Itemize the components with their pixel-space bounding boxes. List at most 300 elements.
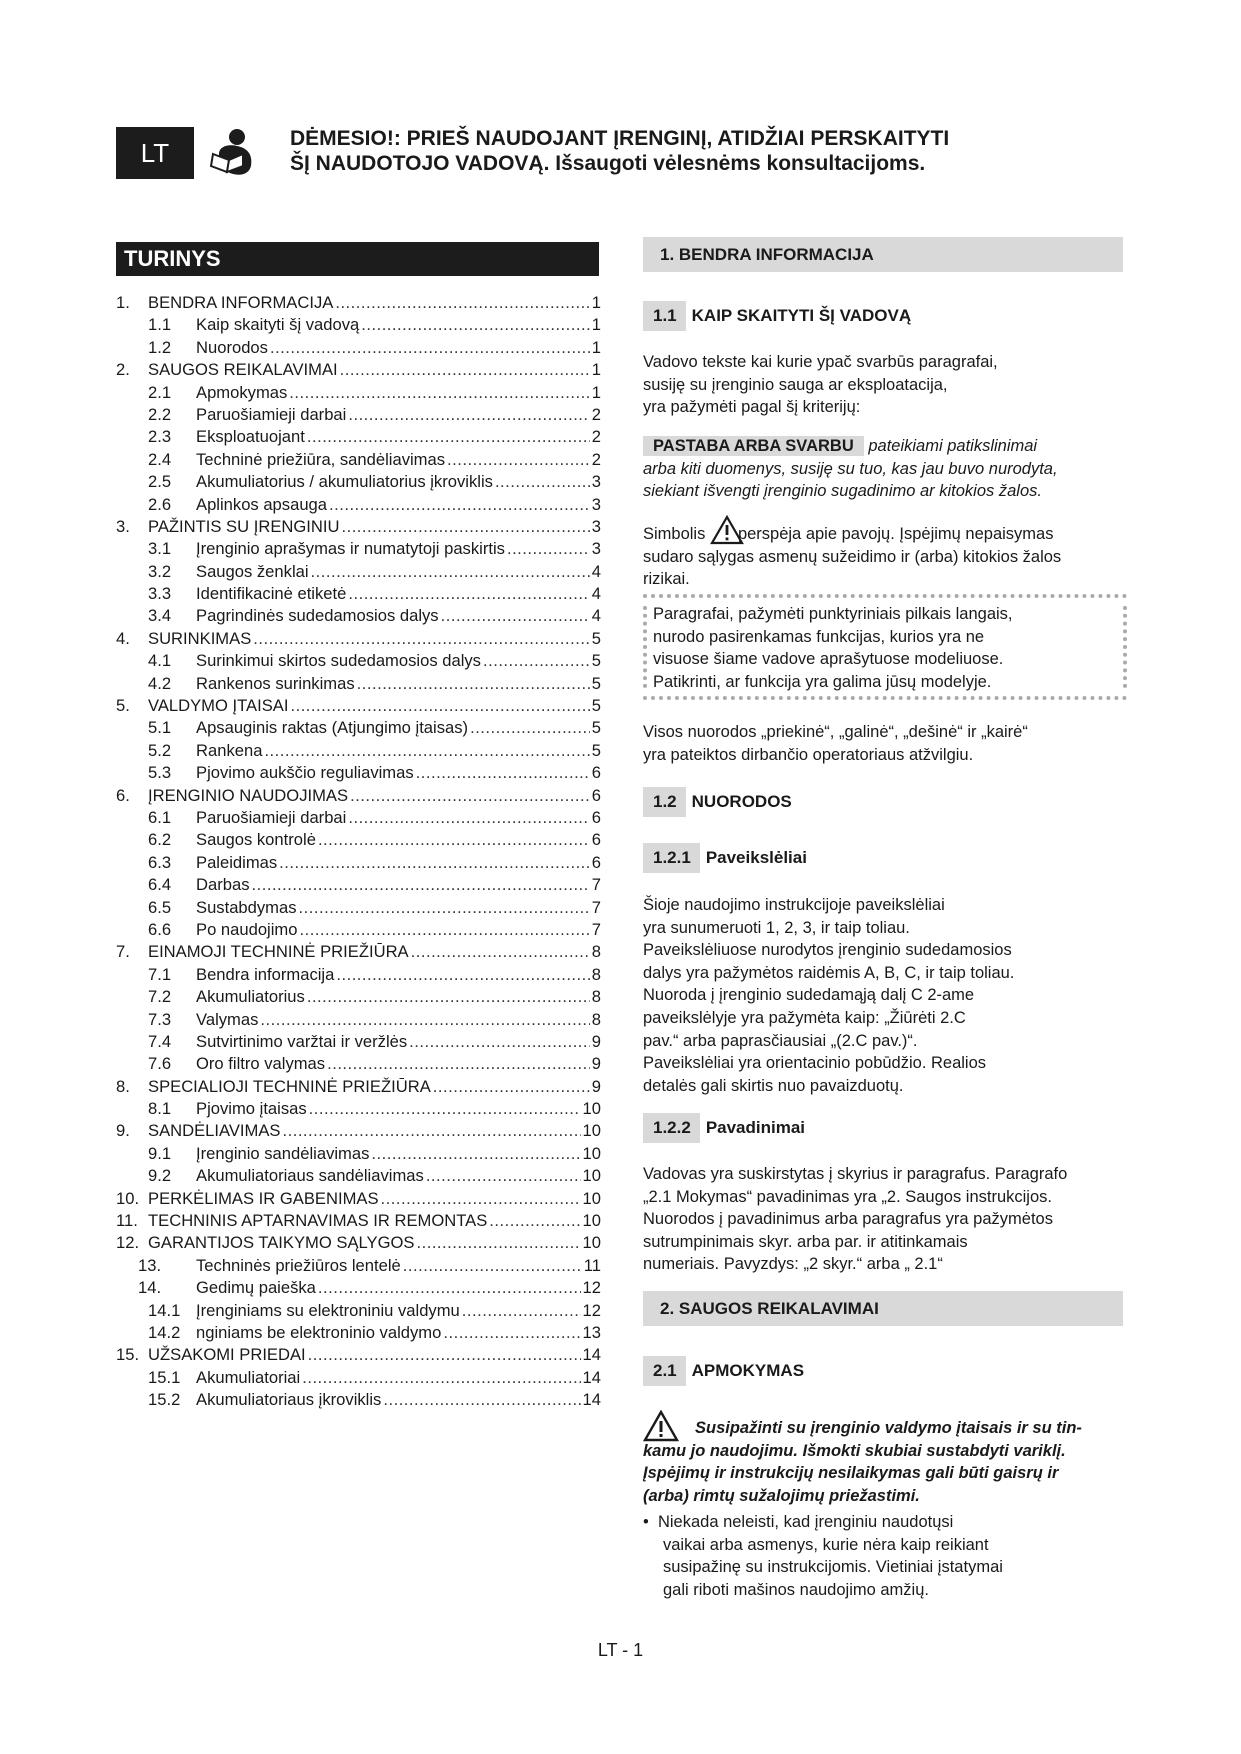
text-line: Visos nuorodos „priekinė“, „galinė“, „dešinė“ ir „kairė“ bbox=[643, 723, 1028, 741]
toc-entry bbox=[116, 1054, 601, 1076]
toc-entry-title: Paleidimas bbox=[196, 852, 278, 872]
toc-leader-dots bbox=[253, 629, 590, 649]
subsection-number: 2.1 bbox=[643, 1356, 686, 1386]
toc-entry-title: ĮRENGINIO NAUDOJIMAS bbox=[148, 785, 349, 805]
toc-entry-title: Įrenginiams su elektroniniu valdymu bbox=[196, 1300, 460, 1320]
toc-leader-dots bbox=[302, 1368, 580, 1388]
toc-entry-number: 14.1 bbox=[148, 1300, 181, 1320]
toc-leader-dots bbox=[327, 1054, 590, 1074]
toc-entry-page: 8 bbox=[591, 987, 601, 1007]
text-line: perspėja apie pavojų. Įspėjimų nepaisymas bbox=[737, 525, 1054, 543]
toc-entry bbox=[116, 674, 601, 696]
toc-entry bbox=[116, 718, 601, 740]
text-line: gali riboti mašinos naudojimo amžių. bbox=[663, 1580, 929, 1599]
toc-entry bbox=[116, 696, 601, 718]
toc-entry bbox=[116, 898, 601, 920]
toc-entry-number: 7.4 bbox=[148, 1031, 172, 1051]
toc-entry-page: 10 bbox=[582, 1143, 601, 1163]
toc-entry bbox=[116, 1099, 601, 1121]
toc-entry bbox=[116, 1032, 601, 1054]
toc-entry-page: 4 bbox=[591, 561, 601, 581]
toc-leader-dots bbox=[270, 338, 590, 358]
toc-entry-title: Akumuliatoriaus sandėliavimas bbox=[196, 1166, 424, 1186]
text-line: „2.1 Mokymas“ pavadinimas yra „2. Saugos instrukcijos. bbox=[643, 1187, 1052, 1206]
toc-leader-dots bbox=[307, 987, 590, 1007]
toc-entry-number: 10. bbox=[116, 1188, 140, 1208]
toc-entry-page: 12 bbox=[582, 1278, 601, 1298]
toc-entry bbox=[116, 606, 601, 628]
toc-entry-title: Po naudojimo bbox=[196, 919, 298, 939]
text-line: Niekada neleisti, kad įrenginiu naudotųsi bbox=[657, 1513, 954, 1531]
subsection-1-1-heading bbox=[643, 301, 911, 331]
toc-leader-dots bbox=[371, 1144, 580, 1164]
section-1-heading: 1. BENDRA INFORMACIJA bbox=[643, 237, 1123, 272]
subsection-title: NUORODOS bbox=[691, 792, 792, 811]
page-number: LT - 1 bbox=[597, 1640, 644, 1660]
subsection-title: APMOKYMAS bbox=[691, 1361, 805, 1380]
toc-leader-dots bbox=[350, 786, 590, 806]
toc-entry-number: 7.2 bbox=[148, 987, 172, 1007]
toc-entry-number: 7.3 bbox=[148, 1009, 172, 1029]
toc-leader-dots bbox=[348, 584, 589, 604]
toc-entry bbox=[116, 383, 601, 405]
subsection-number: 1.2 bbox=[643, 787, 686, 817]
toc-entry-number: 2.5 bbox=[148, 472, 172, 492]
table-of-contents bbox=[116, 293, 601, 1413]
toc-leader-dots bbox=[260, 1010, 589, 1030]
subsection-title: Paveikslėliai bbox=[705, 848, 807, 867]
toc-entry bbox=[116, 1256, 601, 1278]
top-warning bbox=[290, 126, 1050, 176]
section-2-heading: 2. SAUGOS REIKALAVIMAI bbox=[643, 1291, 1123, 1326]
toc-entry bbox=[116, 539, 601, 561]
toc-entry-page: 14 bbox=[582, 1390, 601, 1410]
toc-entry bbox=[116, 920, 601, 942]
language-badge: LT bbox=[116, 127, 194, 179]
toc-leader-dots bbox=[336, 965, 589, 985]
toc-leader-dots bbox=[416, 1233, 580, 1253]
toc-entry-title: Įrenginio aprašymas ir numatytoji paskirtis bbox=[196, 539, 505, 559]
toc-entry-title: SURINKIMAS bbox=[148, 628, 252, 648]
toc-leader-dots bbox=[335, 293, 589, 313]
toc-entry-page: 7 bbox=[591, 919, 601, 939]
toc-entry-number: 7.6 bbox=[148, 1054, 172, 1074]
toc-entry-page: 6 bbox=[591, 852, 601, 872]
subsection-1-2-2-heading bbox=[643, 1113, 805, 1143]
toc-entry-page: 2 bbox=[591, 404, 601, 424]
toc-entry-title: SPECIALIOJI TECHNINĖ PRIEŽIŪRA bbox=[148, 1076, 431, 1096]
toc-entry-page: 5 bbox=[591, 673, 601, 693]
toc-entry-number: 15.1 bbox=[148, 1367, 181, 1387]
top-warning-line-1: DĖMESIO!: PRIEŠ NAUDOJANT ĮRENGINĮ, ATIDŽIAI PERSKAITYTI bbox=[290, 127, 950, 150]
toc-entry-page: 6 bbox=[591, 763, 601, 783]
toc-entry-number: 9.2 bbox=[148, 1166, 172, 1186]
toc-entry-number: 8.1 bbox=[148, 1099, 172, 1119]
toc-entry-number: 4.1 bbox=[148, 651, 172, 671]
toc-entry-number: 5.2 bbox=[148, 740, 172, 760]
toc-leader-dots bbox=[403, 1256, 582, 1276]
toc-entry-title: EINAMOJI TECHNINĖ PRIEŽIŪRA bbox=[148, 942, 409, 962]
text-line: paveikslėlyje yra pažymėta kaip: „Žiūrėti 2.C bbox=[643, 1008, 966, 1027]
reader-manual-icon bbox=[207, 124, 259, 178]
toc-entry-title: Akumuliatoriaus įkroviklis bbox=[196, 1390, 382, 1410]
toc-entry-page: 1 bbox=[591, 382, 601, 402]
text-line: arba kiti duomenys, susiję su tuo, kas jau buvo nurodyta, bbox=[643, 459, 1058, 478]
toc-entry-title: Oro filtro valymas bbox=[196, 1054, 326, 1074]
toc-entry-number: 6. bbox=[116, 785, 130, 805]
toc-entry-page: 9 bbox=[591, 1031, 601, 1051]
toc-leader-dots bbox=[383, 1390, 580, 1410]
toc-entry-number: 6.6 bbox=[148, 919, 172, 939]
toc-leader-dots bbox=[290, 696, 589, 716]
toc-entry bbox=[116, 405, 601, 427]
toc-entry-title: Pjovimo įtaisas bbox=[196, 1099, 307, 1119]
toc-leader-dots bbox=[311, 562, 590, 582]
toc-entry-page: 6 bbox=[591, 807, 601, 827]
toc-entry-page: 11 bbox=[583, 1255, 601, 1275]
text-line: susiję su įrenginio sauga ar eksploatacija, bbox=[643, 375, 948, 394]
toc-entry-title: BENDRA INFORMACIJA bbox=[148, 293, 334, 312]
toc-entry bbox=[116, 584, 601, 606]
toc-entry bbox=[116, 853, 601, 875]
toc-entry-title: Bendra informacija bbox=[196, 964, 335, 984]
text-line: Patikrinti, ar funkcija yra galima jūsų modelyje. bbox=[653, 672, 992, 691]
toc-entry bbox=[116, 360, 601, 382]
toc-entry-title: Paruošiamieji darbai bbox=[196, 807, 347, 827]
toc-entry-number: 12. bbox=[116, 1233, 140, 1253]
toc-leader-dots bbox=[443, 1323, 580, 1343]
toc-entry-page: 8 bbox=[591, 964, 601, 984]
toc-entry-page: 2 bbox=[591, 427, 601, 447]
toc-entry-title: VALDYMO ĮTAISAI bbox=[148, 696, 289, 716]
toc-entry-number: 2.3 bbox=[148, 427, 172, 447]
text-line: dalys yra pažymėtos raidėmis A, B, C, ir taip toliau. bbox=[643, 963, 1015, 982]
toc-entry-title: Saugos ženklai bbox=[196, 561, 309, 581]
toc-entry-number: 4.2 bbox=[148, 673, 172, 693]
toc-leader-dots bbox=[318, 830, 590, 850]
toc-entry bbox=[116, 315, 601, 337]
toc-entry-page: 8 bbox=[591, 1009, 601, 1029]
toc-entry-title: Sutvirtinimo varžtai ir veržlės bbox=[196, 1031, 408, 1051]
text-line: Nuorodos į pavadinimus arba paragrafus yra pažymėtos bbox=[643, 1210, 1053, 1229]
toc-entry-title: nginiams be elektroninio valdymo bbox=[196, 1322, 442, 1342]
toc-entry-number: 8. bbox=[116, 1076, 130, 1096]
toc-entry-number: 2.6 bbox=[148, 494, 172, 514]
toc-entry bbox=[116, 1121, 601, 1143]
toc-entry-page: 10 bbox=[582, 1188, 601, 1208]
symbol-paragraph bbox=[643, 515, 1123, 591]
toc-entry bbox=[116, 830, 601, 852]
toc-leader-dots bbox=[409, 1032, 590, 1052]
toc-entry-number: 2. bbox=[116, 360, 130, 380]
text-line: Paveikslėliuose nurodytos įrenginio sudedamosios bbox=[643, 941, 1012, 960]
toc-entry-title: Sustabdymas bbox=[196, 897, 297, 917]
text-line: susipažinę su instrukcijomis. Vietiniai įstatymai bbox=[663, 1558, 1003, 1577]
text-line: numeriais. Pavyzdys: „2 skyr.“ arba „ 2.1“ bbox=[643, 1255, 943, 1274]
toc-entry-title: Surinkimui skirtos sudedamosios dalys bbox=[196, 651, 481, 671]
optional-feature-text bbox=[653, 603, 1133, 693]
toc-entry-title: Identifikacinė etiketė bbox=[196, 584, 347, 604]
toc-leader-dots bbox=[470, 718, 590, 738]
toc-entry bbox=[116, 293, 601, 315]
toc-entry-number: 3. bbox=[116, 516, 130, 536]
text-line: Paragrafai, pažymėti punktyriniais pilkais langais, bbox=[653, 605, 1013, 623]
toc-entry-number: 3.3 bbox=[148, 584, 172, 604]
toc-entry-title: SANDĖLIAVIMAS bbox=[148, 1121, 281, 1141]
toc-entry-title: Saugos kontrolė bbox=[196, 830, 316, 850]
toc-entry bbox=[116, 427, 601, 449]
toc-leader-dots bbox=[411, 942, 590, 962]
figures-paragraph bbox=[643, 894, 1123, 1097]
toc-entry-page: 1 bbox=[591, 315, 601, 335]
toc-leader-dots bbox=[447, 450, 590, 470]
toc-leader-dots bbox=[289, 383, 589, 403]
bullet-icon: • bbox=[643, 1513, 649, 1531]
subsection-1-2-heading bbox=[643, 787, 792, 817]
toc-entry bbox=[116, 1233, 601, 1255]
text-line: pav.“ arba paprasčiausiai „(2.C pav.)“. bbox=[643, 1031, 918, 1050]
toc-leader-dots bbox=[357, 674, 590, 694]
toc-entry-number: 6.2 bbox=[148, 830, 172, 850]
toc-entry-title: Akumuliatorius bbox=[196, 987, 305, 1007]
toc-entry bbox=[116, 1301, 601, 1323]
toc-entry-title: Apsauginis raktas (Atjungimo įtaisas) bbox=[196, 718, 469, 738]
toc-leader-dots bbox=[264, 741, 589, 761]
toc-entry bbox=[116, 1189, 601, 1211]
toc-entry-title: Eksploatuojant bbox=[196, 427, 305, 447]
text-line: Įspėjimų ir instrukcijų nesilaikymas gali būti gaisrų ir bbox=[643, 1464, 1059, 1483]
toc-entry-page: 3 bbox=[591, 472, 601, 492]
toc-leader-dots bbox=[299, 898, 590, 918]
toc-entry-title: Techninė priežiūra, sandėliavimas bbox=[196, 449, 446, 469]
toc-entry-title: Gedimų paieška bbox=[196, 1278, 316, 1298]
toc-leader-dots bbox=[348, 405, 589, 425]
text-line: Nuoroda į įrenginio sudedamąją dalį C 2-ame bbox=[643, 986, 975, 1005]
toc-entry-number: 5. bbox=[116, 696, 130, 716]
toc-leader-dots bbox=[279, 853, 590, 873]
toc-entry-title: TECHNINIS APTARNAVIMAS IR REMONTAS bbox=[148, 1211, 488, 1231]
subsection-title: Pavadinimai bbox=[705, 1118, 806, 1137]
toc-leader-dots bbox=[433, 1077, 590, 1097]
toc-leader-dots bbox=[441, 606, 590, 626]
text-line: nurodo pasirenkamas funkcijas, kurios yra ne bbox=[653, 627, 985, 646]
toc-leader-dots bbox=[252, 875, 590, 895]
toc-entry-page: 8 bbox=[591, 942, 601, 962]
toc-entry-page: 5 bbox=[591, 740, 601, 760]
toc-entry bbox=[116, 472, 601, 494]
subsection-2-1-heading bbox=[643, 1356, 804, 1386]
subsection-number: 1.2.1 bbox=[643, 843, 700, 873]
toc-entry-title: Kaip skaityti šį vadovą bbox=[196, 315, 360, 335]
toc-entry-title: Paruošiamieji darbai bbox=[196, 404, 347, 424]
toc-entry bbox=[116, 741, 601, 763]
toc-leader-dots bbox=[416, 763, 590, 783]
toc-leader-dots bbox=[329, 495, 590, 515]
toc-leader-dots bbox=[495, 472, 590, 492]
toc-entry-number: 5.1 bbox=[148, 718, 172, 738]
toc-entry-title: Akumuliatorius / akumuliatorius įkroviklis bbox=[196, 472, 493, 492]
text-line: kamu jo naudojimu. Išmokti skubiai sustabdyti variklį. bbox=[643, 1441, 1066, 1460]
text-line: yra pažymėti pagal šį kriterijų: bbox=[643, 398, 861, 417]
top-warning-line-2: ŠĮ NAUDOTOJO VADOVĄ. Išsaugoti vėlesnėms konsultacijoms. bbox=[290, 152, 926, 175]
toc-entry-number: 9.1 bbox=[148, 1143, 172, 1163]
toc-entry bbox=[116, 763, 601, 785]
text-line: Šioje naudojimo instrukcijoje paveikslėliai bbox=[643, 896, 945, 914]
toc-entry-number: 9. bbox=[116, 1121, 130, 1141]
toc-entry-page: 3 bbox=[591, 539, 601, 559]
text-line: sutrumpinimais skyr. arba par. ir atitinkamais bbox=[643, 1232, 968, 1251]
toc-entry-title: UŽSAKOMI PRIEDAI bbox=[148, 1345, 306, 1365]
toc-entry-number: 3.4 bbox=[148, 606, 172, 626]
toc-entry-number: 2.1 bbox=[148, 382, 172, 402]
toc-entry-title: PAŽINTIS SU ĮRENGINIU bbox=[148, 516, 340, 536]
toc-entry-page: 10 bbox=[582, 1099, 601, 1119]
training-warning bbox=[643, 1417, 1123, 1507]
text-line: Simbolis bbox=[643, 525, 710, 543]
toc-entry-page: 12 bbox=[582, 1300, 601, 1320]
toc-leader-dots bbox=[308, 1345, 581, 1365]
toc-entry-title: Techninės priežiūros lentelė bbox=[196, 1255, 401, 1275]
text-line: (arba) rimtų sužalojimų priežastimi. bbox=[643, 1486, 920, 1505]
toc-leader-dots bbox=[309, 1099, 581, 1119]
toc-entry-title: PERKĖLIMAS IR GABENIMAS bbox=[148, 1188, 379, 1208]
toc-entry-title: Akumuliatoriai bbox=[196, 1367, 301, 1387]
toc-entry bbox=[116, 1345, 601, 1367]
toc-entry-number: 7.1 bbox=[148, 964, 172, 984]
toc-entry-title: Darbas bbox=[196, 875, 250, 895]
toc-entry bbox=[116, 1077, 601, 1099]
toc-leader-dots bbox=[341, 517, 589, 537]
toc-entry-number: 6.5 bbox=[148, 897, 172, 917]
toc-entry-page: 10 bbox=[582, 1233, 601, 1253]
toc-entry bbox=[116, 1211, 601, 1233]
toc-entry-number: 3.2 bbox=[148, 561, 172, 581]
toc-leader-dots bbox=[282, 1121, 580, 1141]
toc-entry bbox=[116, 1144, 601, 1166]
toc-entry bbox=[116, 942, 601, 964]
toc-entry-page: 6 bbox=[591, 785, 601, 805]
toc-entry-number: 4. bbox=[116, 628, 130, 648]
toc-entry-page: 1 bbox=[591, 293, 601, 312]
text-line: Vadovo tekste kai kurie ypač svarbūs paragrafai, bbox=[643, 353, 998, 371]
toc-entry bbox=[116, 1010, 601, 1032]
toc-entry-page: 5 bbox=[591, 696, 601, 716]
toc-entry-page: 10 bbox=[582, 1121, 601, 1141]
toc-entry bbox=[116, 629, 601, 651]
toc-entry-page: 3 bbox=[591, 494, 601, 514]
text-line: Paveikslėliai yra orientacinio pobūdžio. Realios bbox=[643, 1054, 987, 1073]
toc-entry-page: 13 bbox=[582, 1322, 601, 1342]
toc-entry-number: 3.1 bbox=[148, 539, 172, 559]
toc-entry-title: SAUGOS REIKALAVIMAI bbox=[148, 360, 338, 380]
toc-leader-dots bbox=[299, 920, 589, 940]
text-line bbox=[643, 1511, 1123, 1534]
toc-entry bbox=[116, 1368, 601, 1390]
toc-entry-number: 1.1 bbox=[148, 315, 172, 335]
toc-entry-number: 6.4 bbox=[148, 875, 172, 895]
toc-entry-number: 6.3 bbox=[148, 852, 172, 872]
toc-entry-title: Apmokymas bbox=[196, 382, 288, 402]
toc-entry-title: Įrenginio sandėliavimas bbox=[196, 1143, 370, 1163]
toc-entry-title: Pagrindinės sudedamosios dalys bbox=[196, 606, 439, 626]
toc-entry-page: 9 bbox=[591, 1076, 601, 1096]
toc-entry bbox=[116, 651, 601, 673]
toc-leader-dots bbox=[426, 1166, 581, 1186]
toc-entry-page: 14 bbox=[582, 1367, 601, 1387]
toc-leader-dots bbox=[348, 808, 589, 828]
toc-entry-number: 7. bbox=[116, 942, 130, 962]
toc-leader-dots bbox=[340, 360, 590, 380]
toc-leader-dots bbox=[462, 1301, 581, 1321]
toc-entry bbox=[116, 495, 601, 517]
toc-entry bbox=[116, 1323, 601, 1345]
toc-entry-title: Valymas bbox=[196, 1009, 259, 1029]
toc-entry-page: 6 bbox=[591, 830, 601, 850]
toc-entry-title: Rankena bbox=[196, 740, 263, 760]
toc-entry bbox=[116, 1390, 601, 1412]
toc-entry-title: GARANTIJOS TAIKYMO SĄLYGOS bbox=[148, 1233, 415, 1253]
toc-entry-number: 14. bbox=[138, 1278, 162, 1298]
directions-paragraph bbox=[643, 721, 1123, 766]
subsection-title: KAIP SKAITYTI ŠĮ VADOVĄ bbox=[691, 306, 912, 325]
toc-entry-page: 9 bbox=[591, 1054, 601, 1074]
toc-title: TURINYS bbox=[116, 242, 599, 276]
toc-entry-page: 5 bbox=[591, 651, 601, 671]
text-line: Vadovas yra suskirstytas į skyrius ir paragrafus. Paragrafo bbox=[643, 1165, 1068, 1183]
toc-entry bbox=[116, 875, 601, 897]
toc-entry-number: 15. bbox=[116, 1345, 140, 1365]
text-line: yra pateiktos dirbančio operatoriaus atžvilgiu. bbox=[643, 745, 974, 764]
subsection-1-2-1-heading bbox=[643, 843, 807, 873]
subsection-number: 1.2.2 bbox=[643, 1113, 700, 1143]
text-line: yra sunumeruoti 1, 2, 3, ir taip toliau. bbox=[643, 918, 910, 937]
toc-entry bbox=[116, 1166, 601, 1188]
text-line: vaikai arba asmenys, kurie nėra kaip reikiant bbox=[663, 1535, 989, 1554]
text-line: rizikai. bbox=[643, 570, 690, 589]
toc-entry-page: 3 bbox=[591, 516, 601, 536]
titles-paragraph bbox=[643, 1163, 1123, 1276]
toc-entry bbox=[116, 965, 601, 987]
toc-entry-title: Aplinkos apsauga bbox=[196, 494, 327, 514]
toc-entry bbox=[116, 1278, 601, 1300]
toc-entry-number: 14.2 bbox=[148, 1322, 181, 1342]
toc-leader-dots bbox=[489, 1211, 580, 1231]
toc-entry-number: 15.2 bbox=[148, 1390, 181, 1410]
toc-entry bbox=[116, 786, 601, 808]
toc-leader-dots bbox=[381, 1189, 581, 1209]
toc-entry-page: 14 bbox=[582, 1345, 601, 1365]
toc-entry-page: 7 bbox=[591, 897, 601, 917]
text-line: visuose šiame vadove aprašytuose modeliuose. bbox=[653, 650, 1004, 669]
text-line: pateikiami patikslinimai bbox=[868, 437, 1038, 455]
text-line: Susipažinti su įrenginio valdymo įtaisais ir su tin- bbox=[695, 1419, 1082, 1437]
toc-leader-dots bbox=[361, 315, 590, 335]
note-label: PASTABA ARBA SVARBU bbox=[643, 436, 864, 456]
toc-entry-number: 13. bbox=[138, 1255, 162, 1275]
toc-entry-number: 1. bbox=[116, 293, 130, 312]
toc-entry bbox=[116, 338, 601, 360]
note-paragraph bbox=[643, 435, 1123, 503]
toc-entry-page: 5 bbox=[591, 628, 601, 648]
toc-entry-page: 5 bbox=[591, 718, 601, 738]
toc-entry-page: 1 bbox=[591, 337, 601, 357]
toc-entry-title: Rankenos surinkimas bbox=[196, 673, 355, 693]
toc-entry bbox=[116, 987, 601, 1009]
toc-entry-title: Pjovimo aukščio reguliavimas bbox=[196, 763, 414, 783]
text-line: siekiant išvengti įrenginio sugadinimo ar kitokios žalos. bbox=[643, 482, 1042, 501]
text-line: sudaro sąlygas asmenų sužeidimo ir (arba) kitokios žalos bbox=[643, 547, 1062, 566]
intro-paragraph bbox=[643, 351, 1123, 419]
